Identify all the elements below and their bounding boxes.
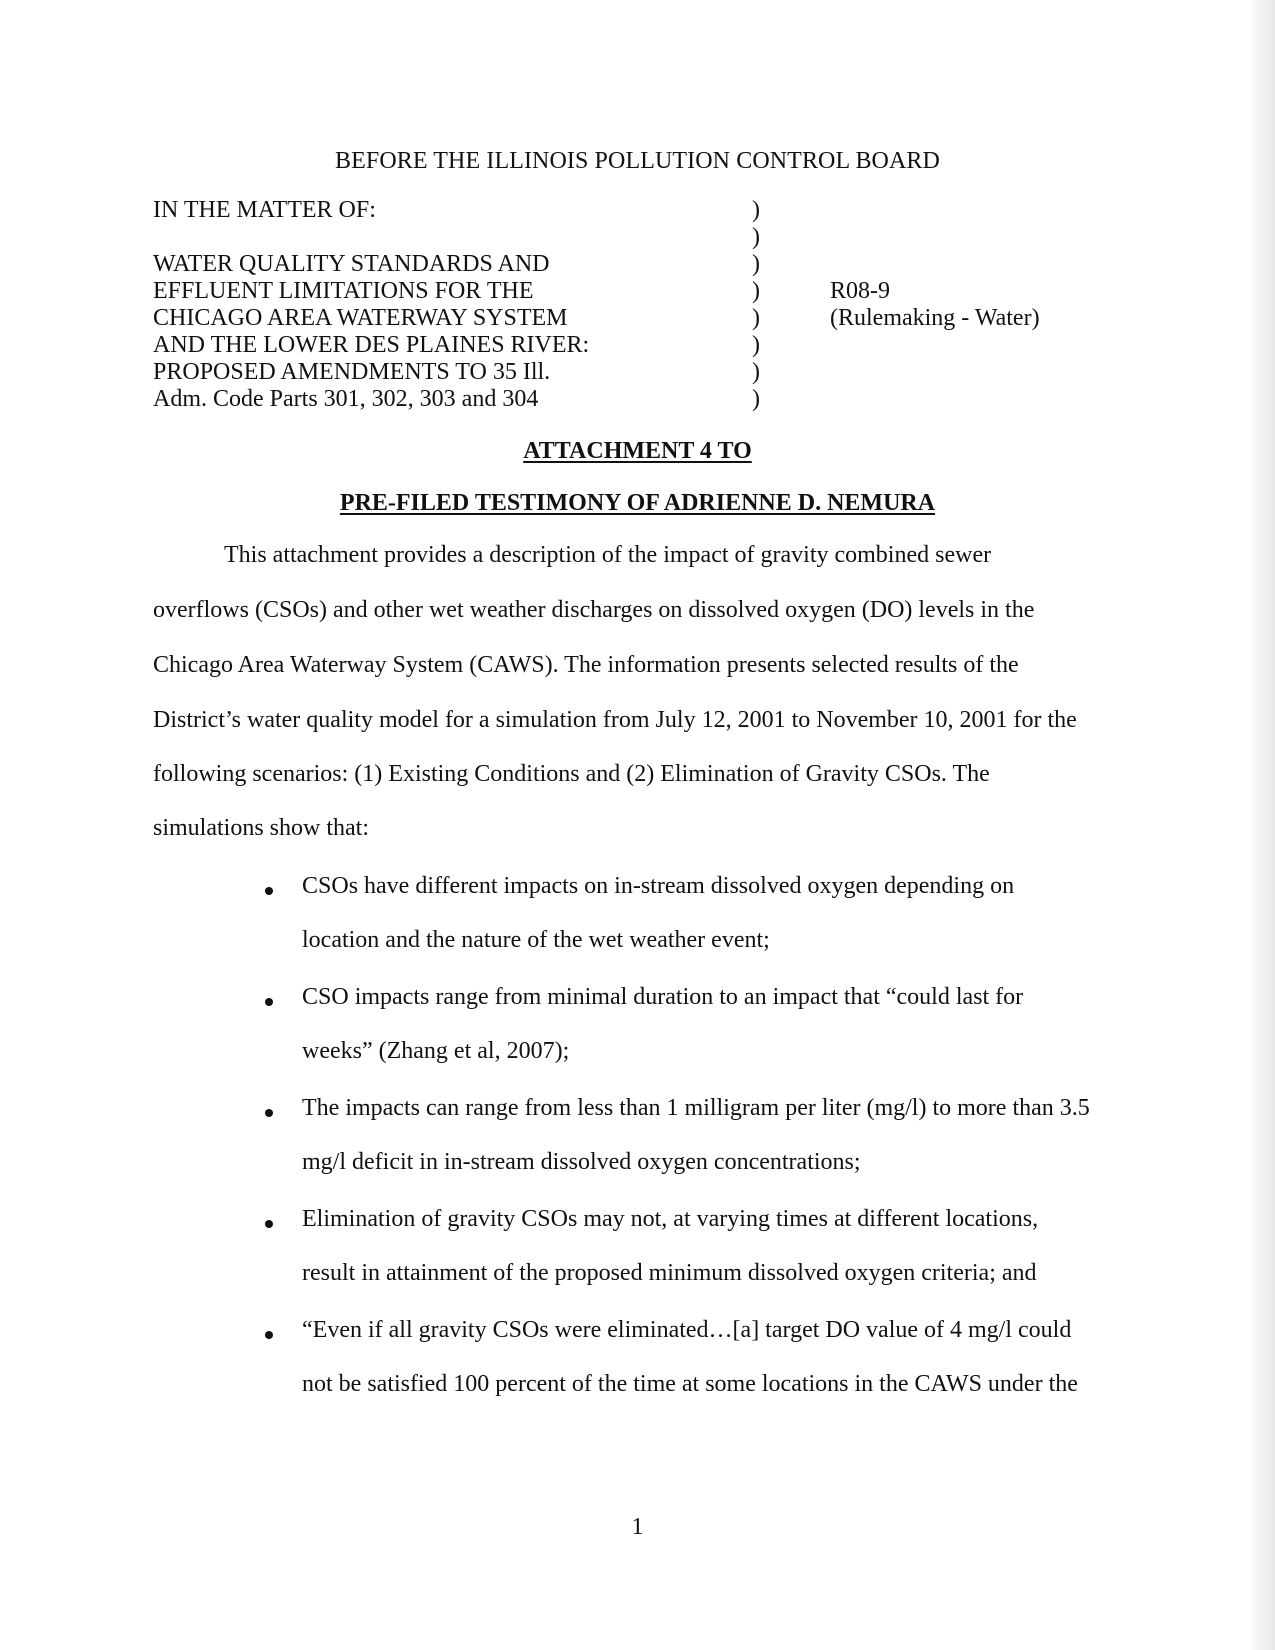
paragraph-line: Chicago Area Waterway System (CAWS). The information presents selected results of the: [153, 652, 1019, 678]
caption-paren: ): [752, 278, 760, 304]
paragraph-line: This attachment provides a description of the impact of gravity combined sewer: [224, 542, 992, 568]
bullet-text-line: not be satisfied 100 percent of the time at some locations in the CAWS under the: [302, 1371, 1078, 1397]
attachment-heading: ATTACHMENT 4 TO: [523, 438, 752, 464]
bullet-text-line: location and the nature of the wet weather event;: [302, 927, 770, 953]
page-number: 1: [631, 1514, 644, 1540]
paragraph-line: District’s water quality model for a simulation from July 12, 2001 to November 10, 2001 for the: [153, 707, 1077, 733]
page-edge-shadow: [1247, 0, 1275, 1650]
caption-title-line: EFFLUENT LIMITATIONS FOR THE: [153, 278, 534, 304]
bullet-text-line: result in attainment of the proposed minimum dissolved oxygen criteria; and: [302, 1260, 1037, 1286]
caption-paren: ): [752, 359, 760, 385]
paragraph-line: overflows (CSOs) and other wet weather discharges on dissolved oxygen (DO) levels in the: [153, 597, 1035, 623]
caption-title-line: Adm. Code Parts 301, 302, 303 and 304: [153, 386, 539, 412]
caption-paren: ): [752, 332, 760, 358]
paragraph-line: simulations show that:: [153, 815, 369, 841]
caption-title-line: PROPOSED AMENDMENTS TO 35 Ill.: [153, 359, 551, 385]
bullet-text-line: Elimination of gravity CSOs may not, at varying times at different locations,: [302, 1206, 1039, 1232]
bullet-text-line: weeks” (Zhang et al, 2007);: [302, 1038, 570, 1064]
docket-type: (Rulemaking - Water): [830, 305, 1040, 331]
caption-paren: ): [752, 224, 760, 250]
caption-title-line: CHICAGO AREA WATERWAY SYSTEM: [153, 305, 568, 331]
paragraph-line: following scenarios: (1) Existing Conditions and (2) Elimination of Gravity CSOs. The: [153, 761, 990, 787]
caption-paren: ): [752, 251, 760, 277]
bullet-icon: [265, 1331, 273, 1339]
board-title: BEFORE THE ILLINOIS POLLUTION CONTROL BOARD: [335, 148, 940, 174]
caption-paren: ): [752, 386, 760, 412]
caption-title-line: AND THE LOWER DES PLAINES RIVER:: [153, 332, 590, 358]
caption-matter-line: IN THE MATTER OF:: [153, 197, 376, 223]
testimony-heading: PRE-FILED TESTIMONY OF ADRIENNE D. NEMURA: [339, 490, 936, 516]
caption-title-line: WATER QUALITY STANDARDS AND: [153, 251, 550, 277]
bullet-icon: [265, 1109, 273, 1117]
docket-number: R08-9: [830, 278, 890, 304]
caption-paren: ): [752, 197, 760, 223]
bullet-icon: [265, 1220, 273, 1228]
bullet-text-line: CSOs have different impacts on in-stream dissolved oxygen depending on: [302, 873, 1015, 899]
bullet-text-line: “Even if all gravity CSOs were eliminated…[a] target DO value of 4 mg/l could: [302, 1317, 1072, 1343]
bullet-text-line: mg/l deficit in in-stream dissolved oxygen concentrations;: [302, 1149, 861, 1175]
bullet-text-line: CSO impacts range from minimal duration to an impact that “could last for: [302, 984, 1024, 1010]
bullet-text-line: The impacts can range from less than 1 milligram per liter (mg/l) to more than 3.5: [302, 1095, 1090, 1121]
bullet-icon: [265, 887, 273, 895]
caption-paren: ): [752, 305, 760, 331]
bullet-icon: [265, 998, 273, 1006]
